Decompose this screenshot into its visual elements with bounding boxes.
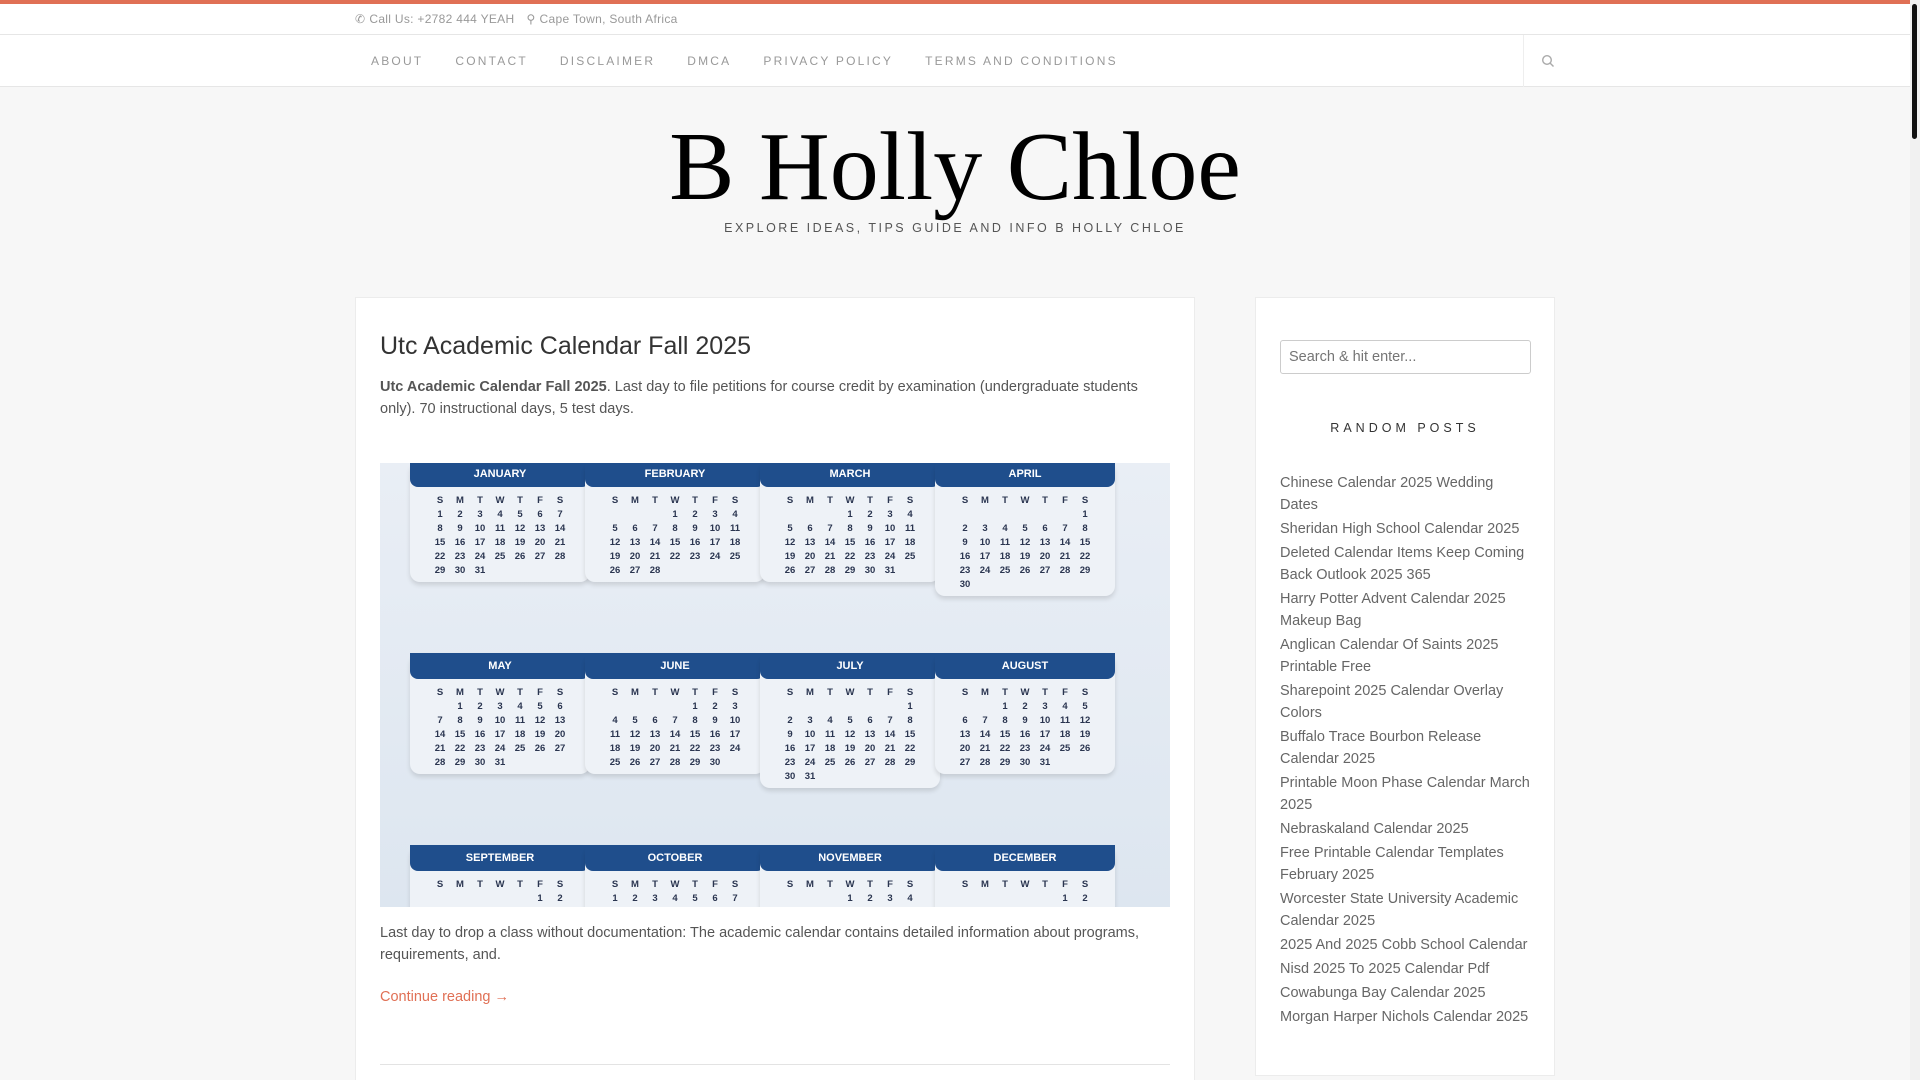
random-post-link[interactable]: Buffalo Trace Bourbon Release Calendar 2025 — [1280, 729, 1482, 767]
random-post-item — [1280, 818, 1535, 840]
post-lead-text: . Last day to file petitions for course credit by examination (undergraduate students only). 70 instructional days, 5 test days. — [380, 379, 1138, 417]
random-post-item — [1280, 958, 1535, 980]
nav-disclaimer[interactable]: DISCLAIMER — [559, 54, 656, 68]
top-bar — [0, 4, 1910, 35]
calendar-month-header: MAY — [410, 653, 590, 679]
post-lead — [380, 376, 1175, 420]
calendar-month — [410, 845, 590, 907]
calendar-month-header: NOVEMBER — [760, 845, 940, 871]
divider — [380, 1064, 1170, 1065]
phone-icon: ✆ — [355, 12, 366, 26]
calendar-month — [935, 463, 1115, 596]
post-excerpt: Last day to drop a class without documentation: The academic calendar contains detailed information about programs, requirements, and. — [380, 925, 1140, 963]
random-post-link[interactable]: Morgan Harper Nichols Calendar 2025 — [1280, 1009, 1529, 1025]
calendar-day-grid: S M T W T F S 1 2 3 4 5 6 7 8 9 10 11 12 13 14 15 16 17 18 19 20 21 22 23 24 25 26 27 28 29 30 31 — [434, 687, 566, 768]
continue-reading-link[interactable]: Continue reading → — [380, 989, 509, 1005]
random-post-link[interactable]: Worcester State University Academic Calendar 2025 — [1280, 891, 1519, 929]
random-post-link[interactable]: Free Printable Calendar Templates February 2025 — [1280, 845, 1504, 883]
nav-privacy-policy[interactable]: PRIVACY POLICY — [763, 54, 894, 68]
calendar-day-grid: S M T W T F S 1 2 — [961, 879, 1089, 904]
calendar-month-header: SEPTEMBER — [410, 845, 590, 871]
calendar-month — [585, 845, 765, 907]
calendar-month — [410, 463, 590, 582]
nav-about[interactable]: ABOUT — [371, 54, 424, 68]
random-post-item — [1280, 518, 1535, 540]
calendar-day-grid: S M T W T F S 1 2 3 4 5 6 7 8 9 10 11 12 13 14 15 16 17 18 19 20 21 22 23 24 25 26 27 28 29 30 31 — [959, 687, 1091, 768]
random-post-link[interactable]: 2025 And 2025 Cobb School Calendar — [1280, 937, 1528, 953]
calendar-day-grid: S M T W T F S 1 2 — [436, 879, 564, 904]
nav-contact[interactable]: CONTACT — [455, 54, 528, 68]
calendar-month — [760, 845, 940, 907]
random-post-item — [1280, 772, 1535, 816]
random-post-link[interactable]: Cowabunga Bay Calendar 2025 — [1280, 985, 1486, 1001]
calendar-month — [935, 653, 1115, 774]
phone-info — [355, 12, 514, 26]
random-post-item — [1280, 888, 1535, 932]
random-post-item — [1280, 934, 1535, 956]
random-post-item — [1280, 542, 1535, 586]
scrollbar-thumb[interactable] — [1912, 4, 1917, 139]
post-card — [355, 297, 1195, 1080]
calendar-image[interactable] — [380, 463, 1170, 907]
random-post-item — [1280, 726, 1535, 770]
random-post-link[interactable]: Anglican Calendar Of Saints 2025 Printable Free — [1280, 637, 1499, 675]
calendar-day-grid: S M T W T F S 1 2 3 4 5 6 7 8 9 10 11 12 13 14 15 16 17 18 19 20 21 22 23 24 25 26 27 28 29 30 — [959, 495, 1091, 590]
calendar-month-header: FEBRUARY — [585, 463, 765, 487]
calendar-day-grid: S M T W T F S 1 2 3 4 5 6 7 8 9 10 11 12 13 14 15 16 17 18 19 20 21 22 23 24 25 26 27 28 29 30 — [609, 687, 741, 768]
post-title[interactable]: Utc Academic Calendar Fall 2025 — [380, 332, 752, 360]
random-post-item — [1280, 842, 1535, 886]
main-nav — [0, 35, 1910, 87]
random-post-link[interactable]: Sheridan High School Calendar 2025 — [1280, 521, 1520, 537]
calendar-month-header: APRIL — [935, 463, 1115, 487]
location-text: Cape Town, South Africa — [539, 12, 678, 26]
random-posts-heading: RANDOM POSTS — [1330, 421, 1480, 435]
calendar-day-grid: S M T W T F S 1 2 3 4 5 6 7 — [611, 879, 739, 904]
calendar-month-header: JULY — [760, 653, 940, 679]
random-posts-list — [1280, 472, 1535, 1030]
site-title[interactable]: B Holly Chloe — [669, 113, 1241, 221]
calendar-month-header: MARCH — [760, 463, 940, 487]
sidebar-search-input[interactable] — [1280, 340, 1531, 374]
calendar-month — [410, 653, 590, 774]
random-post-item — [1280, 588, 1535, 632]
calendar-month-header: OCTOBER — [585, 845, 765, 871]
random-post-link[interactable]: Nebraskaland Calendar 2025 — [1280, 821, 1469, 837]
random-post-item — [1280, 982, 1535, 1004]
random-post-link[interactable]: Chinese Calendar 2025 Wedding Dates — [1280, 475, 1494, 513]
nav-dmca[interactable]: DMCA — [687, 54, 732, 68]
calendar-month-header: JUNE — [585, 653, 765, 679]
random-post-item — [1280, 472, 1535, 516]
calendar-day-grid: S M T W T F S 1 2 3 4 — [786, 879, 914, 904]
phone-text: Call Us: +2782 444 YEAH — [369, 12, 515, 26]
search-icon — [1541, 54, 1555, 68]
nav-search-button[interactable] — [1523, 35, 1555, 87]
site-tagline: EXPLORE IDEAS, TIPS GUIDE AND INFO B HOLLY CHLOE — [724, 221, 1186, 235]
calendar-month — [935, 845, 1115, 907]
random-post-link[interactable]: Sharepoint 2025 Calendar Overlay Colors — [1280, 683, 1504, 721]
scrollbar[interactable] — [1910, 0, 1920, 1080]
calendar-day-grid: S M T W T F S 1 2 3 4 5 6 7 8 9 10 11 12 13 14 15 16 17 18 19 20 21 22 23 24 25 26 27 28 — [609, 495, 741, 576]
calendar-month — [585, 463, 765, 582]
random-post-item — [1280, 1006, 1535, 1028]
calendar-month-header: DECEMBER — [935, 845, 1115, 871]
random-post-link[interactable]: Deleted Calendar Items Keep Coming Back Outlook 2025 365 — [1280, 545, 1525, 583]
map-marker-icon: ⚲ — [526, 12, 536, 26]
calendar-month-header: JANUARY — [410, 463, 590, 487]
calendar-month — [760, 653, 940, 788]
random-post-link[interactable]: Harry Potter Advent Calendar 2025 Makeup Bag — [1280, 591, 1506, 629]
random-post-link[interactable]: Printable Moon Phase Calendar March 2025 — [1280, 775, 1530, 813]
random-post-item — [1280, 680, 1535, 724]
calendar-month — [760, 463, 940, 582]
location-info — [526, 12, 677, 26]
random-post-item — [1280, 634, 1535, 678]
random-post-link[interactable]: Nisd 2025 To 2025 Calendar Pdf — [1280, 961, 1490, 977]
calendar-day-grid: S M T W T F S 1 2 3 4 5 6 7 8 9 10 11 12 13 14 15 16 17 18 19 20 21 22 23 24 25 26 27 28 29 30 31 — [784, 495, 916, 576]
sidebar — [1255, 297, 1555, 1076]
calendar-day-grid: S M T W T F S 1 2 3 4 5 6 7 8 9 10 11 12 13 14 15 16 17 18 19 20 21 22 23 24 25 26 27 28 29 30 31 — [434, 495, 566, 576]
post-lead-bold: Utc Academic Calendar Fall 2025 — [380, 379, 607, 395]
calendar-month-header: AUGUST — [935, 653, 1115, 679]
nav-terms[interactable]: TERMS AND CONDITIONS — [925, 54, 1118, 68]
calendar-month — [585, 653, 765, 774]
calendar-day-grid: S M T W T F S 1 2 3 4 5 6 7 8 9 10 11 12 13 14 15 16 17 18 19 20 21 22 23 24 25 26 27 28 29 30 31 — [784, 687, 916, 782]
